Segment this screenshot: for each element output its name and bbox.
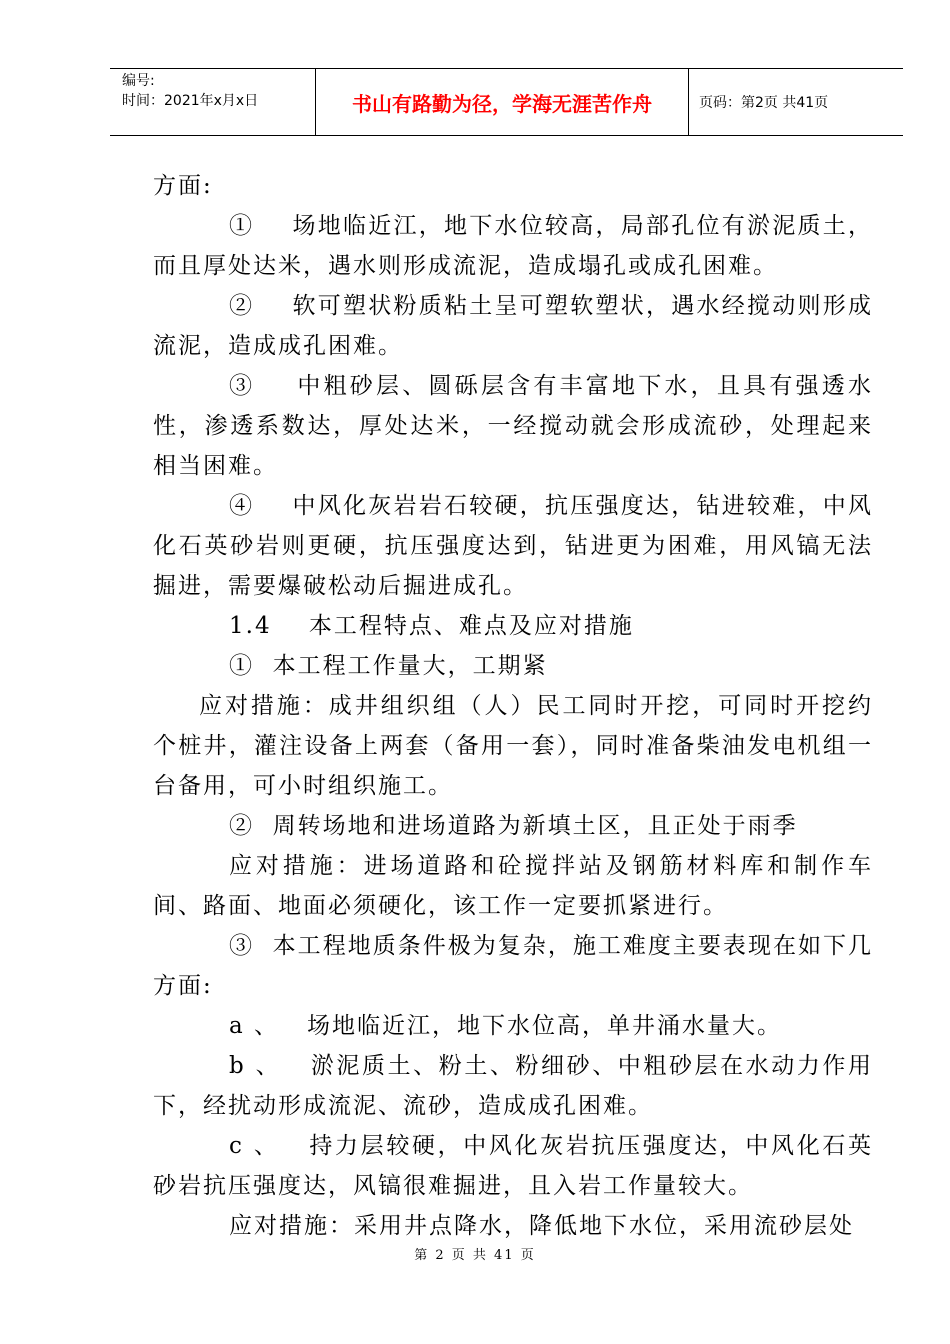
paragraph: ③ 中粗砂层、圆砾层含有丰富地下水，且具有强透水性，渗透系数达，厚处达米，一经搅动就会形成流砂，处理起来相当困难。 bbox=[153, 373, 873, 479]
time-label: 时间：2021年x月x日 bbox=[122, 93, 259, 109]
paragraph: 应对措施：进场道路和砼搅拌站及钢筋材料库和制作车间、路面、地面必须硬化，该工作一定要抓紧进行。 bbox=[153, 853, 873, 919]
header-page-code: 页码：第2页 共41页 bbox=[699, 95, 829, 111]
paragraph: a 、 场地临近江，地下水位高，单井涌水量大。 bbox=[229, 1013, 782, 1039]
paragraph: ① 本工程工作量大，工期紧 bbox=[229, 653, 548, 679]
section-heading: 1.4 本工程特点、难点及应对措施 bbox=[229, 613, 634, 639]
page-footer: 第 2 页 共 41 页 bbox=[414, 1248, 536, 1263]
document-body bbox=[153, 166, 873, 1246]
paragraph: 应对措施：成井组织组（人）民工同时开挖，可同时开挖约个桩井，灌注设备上两套（备用一套），同时准备柴油发电机组一台备用，可小时组织施工。 bbox=[153, 693, 873, 799]
paragraph: 应对措施：采用井点降水，降低地下水位，采用流砂层处 bbox=[229, 1213, 854, 1239]
paragraph: ② 周转场地和进场道路为新填土区，且正处于雨季 bbox=[229, 813, 798, 839]
paragraph: c 、 持力层较硬，中风化灰岩抗压强度达，中风化石英砂岩抗压强度达，风镐很难掘进，且入岩工作量较大。 bbox=[153, 1133, 873, 1199]
paragraph: ③ 本工程地质条件极为复杂，施工难度主要表现在如下几方面: bbox=[153, 933, 873, 999]
header-meta bbox=[110, 69, 315, 135]
number-label: 编号: bbox=[122, 73, 155, 89]
paragraph: b 、 淤泥质土、粉土、粉细砂、中粗砂层在水动力作用下，经扰动形成流泥、流砂，造成成孔困难。 bbox=[153, 1053, 873, 1119]
paragraph: 方面: bbox=[153, 173, 213, 199]
header-motto: 书山有路勤为径，学海无涯苦作舟 bbox=[315, 69, 689, 135]
paragraph: ④ 中风化灰岩岩石较硬，抗压强度达，钻进较难，中风化石英砂岩则更硬，抗压强度达到，钻进更为困难，用风镐无法掘进，需要爆破松动后掘进成孔。 bbox=[153, 493, 873, 599]
page-header bbox=[110, 68, 903, 136]
paragraph: ① 场地临近江，地下水位较高，局部孔位有淤泥质土，而且厚处达米，遇水则形成流泥，造成塌孔或成孔困难。 bbox=[153, 213, 873, 279]
paragraph: ② 软可塑状粉质粘土呈可塑软塑状，遇水经搅动则形成流泥，造成成孔困难。 bbox=[153, 293, 873, 359]
